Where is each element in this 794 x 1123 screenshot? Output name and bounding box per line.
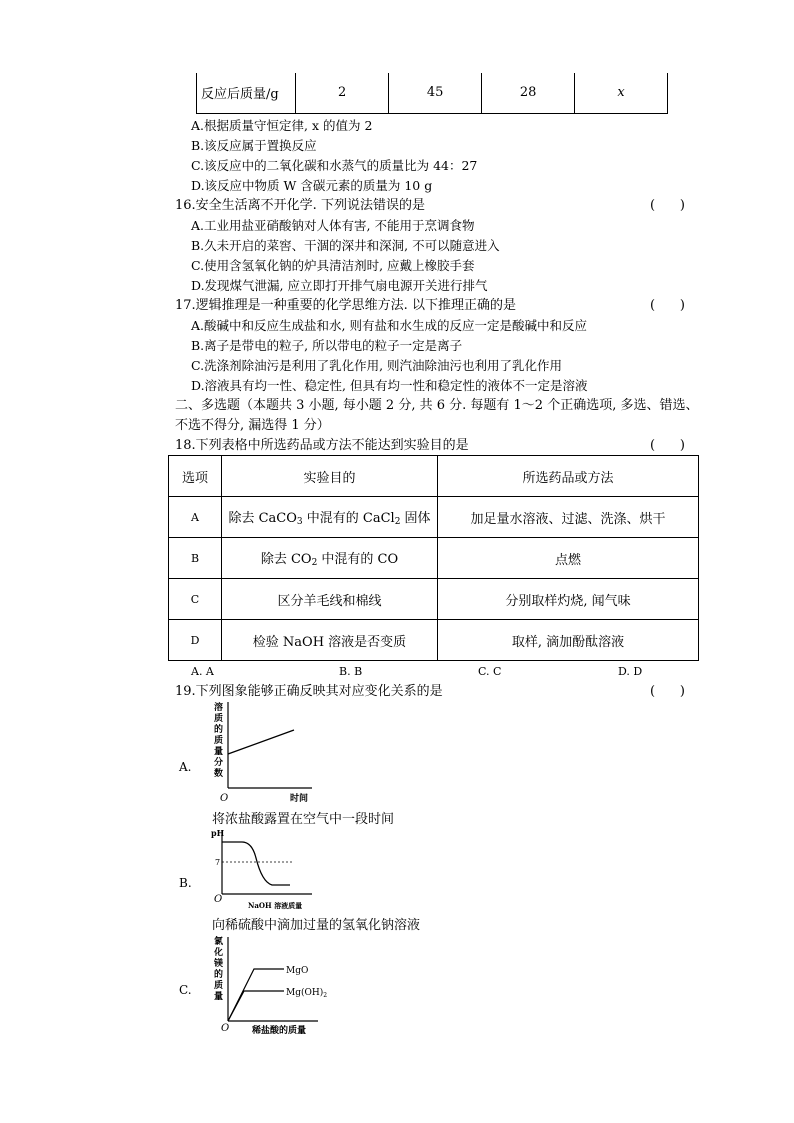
- header-goal: 实验目的: [222, 456, 438, 497]
- header-option: 选项: [169, 456, 222, 497]
- q18-answer-b: B. B: [339, 665, 363, 678]
- q18-answer-c: C. C: [478, 665, 502, 678]
- row-method: 分别取样灼烧, 闻气味: [438, 579, 699, 620]
- q15-option-d: D.该反应中物质 W 含碳元素的质量为 10 g: [191, 178, 433, 193]
- q17-option-c: C.洗涤剂除油污是利用了乳化作用, 则汽油除油污也利用了乳化作用: [191, 358, 563, 373]
- origin-label: O: [221, 1023, 230, 1034]
- q19-stem: 19.下列图象能够正确反映其对应变化关系的是: [175, 684, 443, 699]
- figure-c-letter: C.: [179, 983, 192, 997]
- answer-paren: ( ): [650, 684, 685, 699]
- top-data-table: [196, 73, 668, 114]
- q16-stem: 16.安全生活离不开化学. 下列说法错误的是: [175, 198, 425, 213]
- y-label-char: 数: [214, 769, 224, 779]
- x-label: NaOH 溶液质量: [248, 901, 303, 910]
- q16-option-b: B.久未开启的菜窖、干涸的深井和深洞, 不可以随意进入: [191, 238, 500, 253]
- y-label-char: 质: [214, 714, 224, 724]
- q18-stem: 18.下列表格中所选药品或方法不能达到实验目的是: [175, 438, 469, 453]
- figure-b-letter: B.: [179, 876, 192, 890]
- figure-b-graph: [208, 828, 328, 914]
- table-cell: x: [575, 73, 668, 113]
- table-cell: 2: [296, 73, 389, 113]
- mgo-line: [228, 969, 284, 1021]
- y-label: pH: [211, 828, 225, 838]
- row-goal: 检验 NaOH 溶液是否变质: [222, 620, 438, 661]
- q16-option-a: A.工业用盐亚硝酸钠对人体有害, 不能用于烹调食物: [191, 218, 475, 233]
- q17-option-b: B.离子是带电的粒子, 所以带电的粒子一定是离子: [191, 338, 463, 353]
- mgoh2-label: $Mg(OH)_2$: [286, 988, 328, 999]
- row-goal: 除去 CaCO$_3$ 中混有的 CaCl$_2$ 固体: [222, 497, 438, 538]
- data-line: [228, 730, 294, 754]
- section-heading-cont: 不选不得分, 漏选得 1 分）: [175, 418, 330, 433]
- x-label: 稀盐酸的质量: [252, 1026, 307, 1036]
- answer-paren: ( ): [650, 198, 685, 213]
- q18-answer-a: A. A: [191, 665, 214, 678]
- experiment-table: [168, 455, 699, 661]
- y-label-char: 氯: [214, 937, 224, 947]
- row-method: 加足量水溶液、过滤、洗涤、烘干: [438, 497, 699, 538]
- figure-a-graph: [208, 700, 328, 810]
- q15-option-a: A.根据质量守恒定律, x 的值为 2: [191, 118, 373, 133]
- row-option: D: [169, 620, 222, 661]
- row-goal: 除去 $CO_2$ 中混有的 CO: [222, 538, 438, 579]
- row-option: C: [169, 579, 222, 620]
- q17-option-a: A.酸碱中和反应生成盐和水, 则有盐和水生成的反应一定是酸碱中和反应: [191, 318, 587, 333]
- figure-a-caption: 将浓盐酸露置在空气中一段时间: [212, 812, 395, 827]
- q15-option-b: B.该反应属于置换反应: [191, 138, 317, 153]
- q15-option-c: C.该反应中的二氧化碳和水蒸气的质量比为 44：27: [191, 158, 478, 173]
- x-label: 时间: [290, 794, 309, 804]
- q17-stem: 17.逻辑推理是一种重要的化学思维方法. 以下推理正确的是: [175, 298, 516, 313]
- q16-option-d: D.发现煤气泄漏, 应立即打开排气扇电源开关进行排气: [191, 278, 488, 293]
- y-label-char: 溶: [214, 703, 224, 713]
- tick-7: 7: [215, 858, 221, 867]
- row-goal: 区分羊毛线和棉线: [222, 579, 438, 620]
- figure-a-letter: A.: [179, 760, 192, 774]
- mgoh2-line: [228, 991, 284, 1021]
- answer-paren: ( ): [650, 298, 685, 313]
- row-option: B: [169, 538, 222, 579]
- q16-option-c: C.使用含氢氧化钠的炉具清洁剂时, 应戴上橡胶手套: [191, 258, 475, 273]
- mgo-label: MgO: [286, 966, 309, 976]
- y-label-char: 质: [214, 981, 224, 991]
- y-label-char: 量: [214, 992, 224, 1002]
- q17-option-d: D.溶液具有均一性、稳定性, 但具有均一性和稳定性的液体不一定是溶液: [191, 378, 588, 393]
- y-label-char: 分: [214, 758, 224, 768]
- row-method: 点燃: [438, 538, 699, 579]
- row-option: A: [169, 497, 222, 538]
- ph-curve: [222, 842, 290, 885]
- y-label-char: 质: [214, 736, 224, 746]
- row-label: 反应后质量/g: [197, 73, 296, 113]
- answer-paren: ( ): [650, 438, 685, 453]
- y-label-char: 镁: [214, 959, 224, 969]
- table-cell: 28: [482, 73, 575, 113]
- y-label-char: 量: [214, 747, 224, 757]
- table-cell: 45: [389, 73, 482, 113]
- row-method: 取样, 滴加酚酞溶液: [438, 620, 699, 661]
- y-label-char: 的: [214, 725, 224, 735]
- section-heading: 二、多选题（本题共 3 小题, 每小题 2 分, 共 6 分. 每题有 1～2 个正确选项, 多选、错选、: [175, 398, 699, 413]
- header-method: 所选药品或方法: [438, 456, 699, 497]
- y-label-char: 化: [214, 948, 224, 958]
- figure-c-graph: [208, 933, 348, 1037]
- origin-label: O: [220, 793, 229, 804]
- figure-b-caption: 向稀硫酸中滴加过量的氢氧化钠溶液: [212, 918, 421, 933]
- y-label-char: 的: [214, 970, 224, 980]
- origin-label: O: [214, 894, 223, 905]
- q18-answer-d: D. D: [618, 665, 643, 678]
